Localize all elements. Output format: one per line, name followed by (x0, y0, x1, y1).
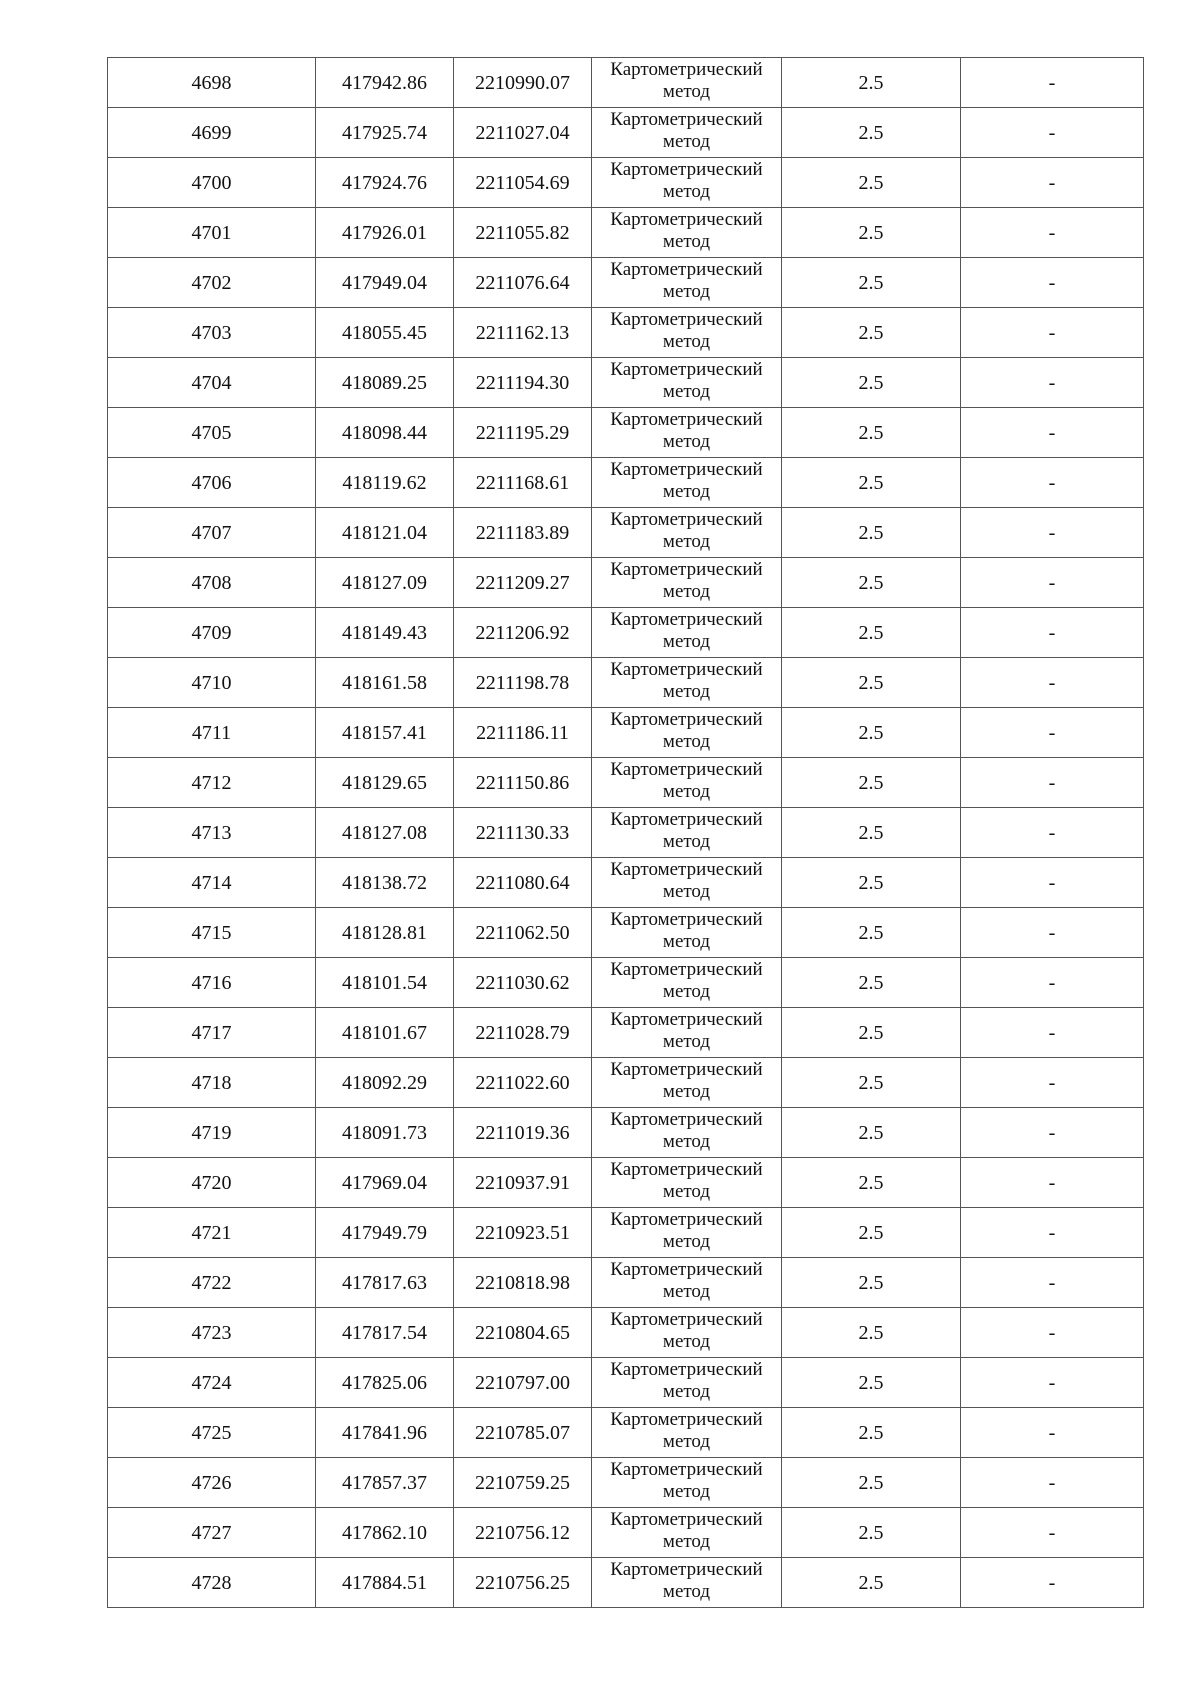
note-cell: - (961, 1458, 1144, 1508)
accuracy-cell: 2.5 (782, 158, 961, 208)
x-coordinate-cell: 417949.04 (316, 258, 454, 308)
accuracy-cell: 2.5 (782, 208, 961, 258)
method-line-1: Картометрический (610, 909, 763, 930)
method-line-2: метод (662, 881, 711, 902)
x-coordinate-cell: 418055.45 (316, 308, 454, 358)
y-coordinate-cell: 2210756.25 (454, 1558, 592, 1608)
x-coordinate-cell: 417926.01 (316, 208, 454, 258)
accuracy-cell: 2.5 (782, 1458, 961, 1508)
table-row (108, 458, 1144, 508)
table-row (108, 558, 1144, 608)
x-coordinate-cell: 417825.06 (316, 1358, 454, 1408)
accuracy-cell: 2.5 (782, 958, 961, 1008)
note-cell: - (961, 208, 1144, 258)
method-line-2: метод (662, 331, 711, 352)
x-coordinate-cell: 417862.10 (316, 1508, 454, 1558)
y-coordinate-cell: 2210756.12 (454, 1508, 592, 1558)
accuracy-cell: 2.5 (782, 1058, 961, 1108)
method-line-1: Картометрический (610, 309, 763, 330)
accuracy-cell: 2.5 (782, 408, 961, 458)
note-cell: - (961, 1308, 1144, 1358)
method-line-2: метод (662, 981, 711, 1002)
method-line-1: Картометрический (610, 1259, 763, 1280)
y-coordinate-cell: 2211209.27 (454, 558, 592, 608)
x-coordinate-cell: 417925.74 (316, 108, 454, 158)
method-line-1: Картометрический (610, 509, 763, 530)
note-cell: - (961, 58, 1144, 108)
method-line-1: Картометрический (610, 209, 763, 230)
note-cell: - (961, 658, 1144, 708)
point-number-cell: 4702 (108, 258, 316, 308)
method-cell (592, 58, 782, 108)
method-line-1: Картометрический (610, 1409, 763, 1430)
point-number-cell: 4700 (108, 158, 316, 208)
method-cell (592, 158, 782, 208)
x-coordinate-cell: 418161.58 (316, 658, 454, 708)
table-row (108, 508, 1144, 558)
method-line-1: Картометрический (610, 409, 763, 430)
note-cell: - (961, 1408, 1144, 1458)
method-line-1: Картометрический (610, 1159, 763, 1180)
table-row (108, 658, 1144, 708)
point-number-cell: 4713 (108, 808, 316, 858)
accuracy-cell: 2.5 (782, 308, 961, 358)
x-coordinate-cell: 418127.09 (316, 558, 454, 608)
y-coordinate-cell: 2210797.00 (454, 1358, 592, 1408)
method-line-2: метод (662, 831, 711, 852)
note-cell: - (961, 1208, 1144, 1258)
table-row (108, 758, 1144, 808)
method-line-2: метод (662, 531, 711, 552)
accuracy-cell: 2.5 (782, 908, 961, 958)
y-coordinate-cell: 2210759.25 (454, 1458, 592, 1508)
y-coordinate-cell: 2210818.98 (454, 1258, 592, 1308)
accuracy-cell: 2.5 (782, 458, 961, 508)
method-line-2: метод (662, 131, 711, 152)
method-cell (592, 258, 782, 308)
point-number-cell: 4725 (108, 1408, 316, 1458)
method-line-1: Картометрический (610, 1509, 763, 1530)
table-row (108, 708, 1144, 758)
method-cell (592, 508, 782, 558)
method-cell (592, 908, 782, 958)
accuracy-cell: 2.5 (782, 58, 961, 108)
method-line-2: метод (662, 781, 711, 802)
table-row (108, 58, 1144, 108)
table-row (108, 1108, 1144, 1158)
y-coordinate-cell: 2211168.61 (454, 458, 592, 508)
y-coordinate-cell: 2211055.82 (454, 208, 592, 258)
note-cell: - (961, 508, 1144, 558)
method-line-2: метод (662, 631, 711, 652)
method-line-2: метод (662, 1281, 711, 1302)
method-line-2: метод (662, 1081, 711, 1102)
point-number-cell: 4710 (108, 658, 316, 708)
method-line-2: метод (662, 481, 711, 502)
method-line-2: метод (662, 381, 711, 402)
table-row (108, 358, 1144, 408)
method-line-1: Картометрический (610, 1059, 763, 1080)
table-row (108, 1558, 1144, 1608)
method-cell (592, 1358, 782, 1408)
y-coordinate-cell: 2211062.50 (454, 908, 592, 958)
y-coordinate-cell: 2211194.30 (454, 358, 592, 408)
note-cell: - (961, 1108, 1144, 1158)
note-cell: - (961, 1558, 1144, 1608)
x-coordinate-cell: 418138.72 (316, 858, 454, 908)
point-number-cell: 4717 (108, 1008, 316, 1058)
point-number-cell: 4706 (108, 458, 316, 508)
x-coordinate-cell: 418149.43 (316, 608, 454, 658)
method-line-2: метод (662, 1331, 711, 1352)
y-coordinate-cell: 2211198.78 (454, 658, 592, 708)
table-row (108, 1408, 1144, 1458)
method-line-1: Картометрический (610, 109, 763, 130)
point-number-cell: 4714 (108, 858, 316, 908)
accuracy-cell: 2.5 (782, 1158, 961, 1208)
x-coordinate-cell: 418129.65 (316, 758, 454, 808)
x-coordinate-cell: 417924.76 (316, 158, 454, 208)
note-cell: - (961, 108, 1144, 158)
accuracy-cell: 2.5 (782, 1208, 961, 1258)
method-line-1: Картометрический (610, 1359, 763, 1380)
note-cell: - (961, 308, 1144, 358)
note-cell: - (961, 808, 1144, 858)
method-line-2: метод (662, 1581, 711, 1602)
x-coordinate-cell: 418091.73 (316, 1108, 454, 1158)
note-cell: - (961, 758, 1144, 808)
y-coordinate-cell: 2211150.86 (454, 758, 592, 808)
point-number-cell: 4705 (108, 408, 316, 458)
method-cell (592, 1208, 782, 1258)
table-row (108, 1058, 1144, 1108)
method-cell (592, 308, 782, 358)
method-line-2: метод (662, 931, 711, 952)
accuracy-cell: 2.5 (782, 1558, 961, 1608)
method-line-1: Картометрический (610, 1109, 763, 1130)
method-line-2: метод (662, 1531, 711, 1552)
table-row (108, 858, 1144, 908)
method-line-2: метод (662, 181, 711, 202)
accuracy-cell: 2.5 (782, 858, 961, 908)
table-row (108, 958, 1144, 1008)
note-cell: - (961, 908, 1144, 958)
y-coordinate-cell: 2211206.92 (454, 608, 592, 658)
note-cell: - (961, 358, 1144, 408)
method-line-1: Картометрический (610, 1209, 763, 1230)
method-cell (592, 708, 782, 758)
point-number-cell: 4727 (108, 1508, 316, 1558)
table-row (108, 1258, 1144, 1308)
note-cell: - (961, 158, 1144, 208)
method-cell (592, 558, 782, 608)
method-line-2: метод (662, 431, 711, 452)
accuracy-cell: 2.5 (782, 108, 961, 158)
table-row (108, 1358, 1144, 1408)
point-number-cell: 4701 (108, 208, 316, 258)
method-cell (592, 1508, 782, 1558)
method-line-1: Картометрический (610, 459, 763, 480)
table-row (108, 1308, 1144, 1358)
method-line-2: метод (662, 1381, 711, 1402)
point-number-cell: 4715 (108, 908, 316, 958)
y-coordinate-cell: 2211030.62 (454, 958, 592, 1008)
method-line-2: метод (662, 1481, 711, 1502)
note-cell: - (961, 558, 1144, 608)
table-row (108, 1208, 1144, 1258)
method-line-1: Картометрический (610, 809, 763, 830)
method-line-1: Картометрический (610, 359, 763, 380)
point-number-cell: 4719 (108, 1108, 316, 1158)
table-row (108, 1458, 1144, 1508)
table-row (108, 408, 1144, 458)
accuracy-cell: 2.5 (782, 1508, 961, 1558)
x-coordinate-cell: 418128.81 (316, 908, 454, 958)
x-coordinate-cell: 418157.41 (316, 708, 454, 758)
table-row (108, 1158, 1144, 1208)
x-coordinate-cell: 418121.04 (316, 508, 454, 558)
x-coordinate-cell: 417949.79 (316, 1208, 454, 1258)
method-cell (592, 408, 782, 458)
note-cell: - (961, 1008, 1144, 1058)
accuracy-cell: 2.5 (782, 508, 961, 558)
method-line-1: Картометрический (610, 759, 763, 780)
method-cell (592, 808, 782, 858)
x-coordinate-cell: 418101.54 (316, 958, 454, 1008)
method-cell (592, 958, 782, 1008)
method-line-2: метод (662, 681, 711, 702)
y-coordinate-cell: 2210804.65 (454, 1308, 592, 1358)
note-cell: - (961, 458, 1144, 508)
table-row (108, 608, 1144, 658)
accuracy-cell: 2.5 (782, 558, 961, 608)
method-cell (592, 858, 782, 908)
note-cell: - (961, 258, 1144, 308)
method-line-2: метод (662, 1181, 711, 1202)
x-coordinate-cell: 417857.37 (316, 1458, 454, 1508)
x-coordinate-cell: 418119.62 (316, 458, 454, 508)
point-number-cell: 4726 (108, 1458, 316, 1508)
x-coordinate-cell: 417817.63 (316, 1258, 454, 1308)
point-number-cell: 4716 (108, 958, 316, 1008)
point-number-cell: 4722 (108, 1258, 316, 1308)
note-cell: - (961, 408, 1144, 458)
table-row (108, 908, 1144, 958)
note-cell: - (961, 1358, 1144, 1408)
table-row (108, 808, 1144, 858)
method-cell (592, 1108, 782, 1158)
accuracy-cell: 2.5 (782, 1108, 961, 1158)
method-cell (592, 458, 782, 508)
method-line-1: Картометрический (610, 559, 763, 580)
point-number-cell: 4698 (108, 58, 316, 108)
table-row (108, 308, 1144, 358)
table-row (108, 208, 1144, 258)
method-line-1: Картометрический (610, 609, 763, 630)
method-line-1: Картометрический (610, 259, 763, 280)
y-coordinate-cell: 2210990.07 (454, 58, 592, 108)
table-row (108, 1008, 1144, 1058)
x-coordinate-cell: 417841.96 (316, 1408, 454, 1458)
method-line-1: Картометрический (610, 1559, 763, 1580)
table-row (108, 158, 1144, 208)
point-number-cell: 4720 (108, 1158, 316, 1208)
method-cell (592, 1408, 782, 1458)
method-line-1: Картометрический (610, 1459, 763, 1480)
point-number-cell: 4704 (108, 358, 316, 408)
note-cell: - (961, 1058, 1144, 1108)
point-number-cell: 4712 (108, 758, 316, 808)
method-line-2: метод (662, 731, 711, 752)
method-cell (592, 358, 782, 408)
method-line-1: Картометрический (610, 1009, 763, 1030)
x-coordinate-cell: 417817.54 (316, 1308, 454, 1358)
accuracy-cell: 2.5 (782, 1008, 961, 1058)
method-line-1: Картометрический (610, 59, 763, 80)
method-line-2: метод (662, 281, 711, 302)
y-coordinate-cell: 2211076.64 (454, 258, 592, 308)
x-coordinate-cell: 418092.29 (316, 1058, 454, 1108)
method-line-1: Картометрический (610, 659, 763, 680)
y-coordinate-cell: 2211183.89 (454, 508, 592, 558)
method-cell (592, 1158, 782, 1208)
point-number-cell: 4708 (108, 558, 316, 608)
note-cell: - (961, 1258, 1144, 1308)
y-coordinate-cell: 2210937.91 (454, 1158, 592, 1208)
x-coordinate-cell: 418101.67 (316, 1008, 454, 1058)
note-cell: - (961, 708, 1144, 758)
y-coordinate-cell: 2211130.33 (454, 808, 592, 858)
method-line-2: метод (662, 581, 711, 602)
y-coordinate-cell: 2211054.69 (454, 158, 592, 208)
point-number-cell: 4709 (108, 608, 316, 658)
coordinates-table-body (108, 58, 1144, 1608)
y-coordinate-cell: 2211186.11 (454, 708, 592, 758)
accuracy-cell: 2.5 (782, 808, 961, 858)
point-number-cell: 4718 (108, 1058, 316, 1108)
x-coordinate-cell: 418127.08 (316, 808, 454, 858)
point-number-cell: 4703 (108, 308, 316, 358)
method-cell (592, 1058, 782, 1108)
y-coordinate-cell: 2210923.51 (454, 1208, 592, 1258)
method-line-2: метод (662, 1031, 711, 1052)
y-coordinate-cell: 2211162.13 (454, 308, 592, 358)
note-cell: - (961, 1508, 1144, 1558)
method-line-2: метод (662, 1231, 711, 1252)
method-cell (592, 1558, 782, 1608)
note-cell: - (961, 858, 1144, 908)
method-line-1: Картометрический (610, 859, 763, 880)
point-number-cell: 4711 (108, 708, 316, 758)
note-cell: - (961, 1158, 1144, 1208)
accuracy-cell: 2.5 (782, 258, 961, 308)
y-coordinate-cell: 2211022.60 (454, 1058, 592, 1108)
method-cell (592, 1258, 782, 1308)
method-cell (592, 608, 782, 658)
method-line-2: метод (662, 1431, 711, 1452)
y-coordinate-cell: 2211195.29 (454, 408, 592, 458)
point-number-cell: 4728 (108, 1558, 316, 1608)
method-line-2: метод (662, 81, 711, 102)
table-row (108, 258, 1144, 308)
accuracy-cell: 2.5 (782, 658, 961, 708)
accuracy-cell: 2.5 (782, 708, 961, 758)
x-coordinate-cell: 418098.44 (316, 408, 454, 458)
method-cell (592, 758, 782, 808)
accuracy-cell: 2.5 (782, 1408, 961, 1458)
method-line-1: Картометрический (610, 959, 763, 980)
point-number-cell: 4699 (108, 108, 316, 158)
accuracy-cell: 2.5 (782, 358, 961, 408)
table-row (108, 1508, 1144, 1558)
y-coordinate-cell: 2211028.79 (454, 1008, 592, 1058)
accuracy-cell: 2.5 (782, 608, 961, 658)
coordinates-table (107, 57, 1144, 1608)
method-line-1: Картометрический (610, 709, 763, 730)
note-cell: - (961, 958, 1144, 1008)
point-number-cell: 4724 (108, 1358, 316, 1408)
method-cell (592, 658, 782, 708)
y-coordinate-cell: 2211080.64 (454, 858, 592, 908)
note-cell: - (961, 608, 1144, 658)
method-line-2: метод (662, 231, 711, 252)
point-number-cell: 4723 (108, 1308, 316, 1358)
accuracy-cell: 2.5 (782, 1308, 961, 1358)
x-coordinate-cell: 417969.04 (316, 1158, 454, 1208)
method-line-1: Картометрический (610, 1309, 763, 1330)
method-cell (592, 208, 782, 258)
x-coordinate-cell: 417884.51 (316, 1558, 454, 1608)
method-cell (592, 1308, 782, 1358)
accuracy-cell: 2.5 (782, 1258, 961, 1308)
point-number-cell: 4707 (108, 508, 316, 558)
table-row (108, 108, 1144, 158)
y-coordinate-cell: 2210785.07 (454, 1408, 592, 1458)
accuracy-cell: 2.5 (782, 758, 961, 808)
y-coordinate-cell: 2211019.36 (454, 1108, 592, 1158)
accuracy-cell: 2.5 (782, 1358, 961, 1408)
method-cell (592, 108, 782, 158)
method-line-2: метод (662, 1131, 711, 1152)
method-cell (592, 1458, 782, 1508)
y-coordinate-cell: 2211027.04 (454, 108, 592, 158)
method-line-1: Картометрический (610, 159, 763, 180)
x-coordinate-cell: 417942.86 (316, 58, 454, 108)
x-coordinate-cell: 418089.25 (316, 358, 454, 408)
method-cell (592, 1008, 782, 1058)
point-number-cell: 4721 (108, 1208, 316, 1258)
